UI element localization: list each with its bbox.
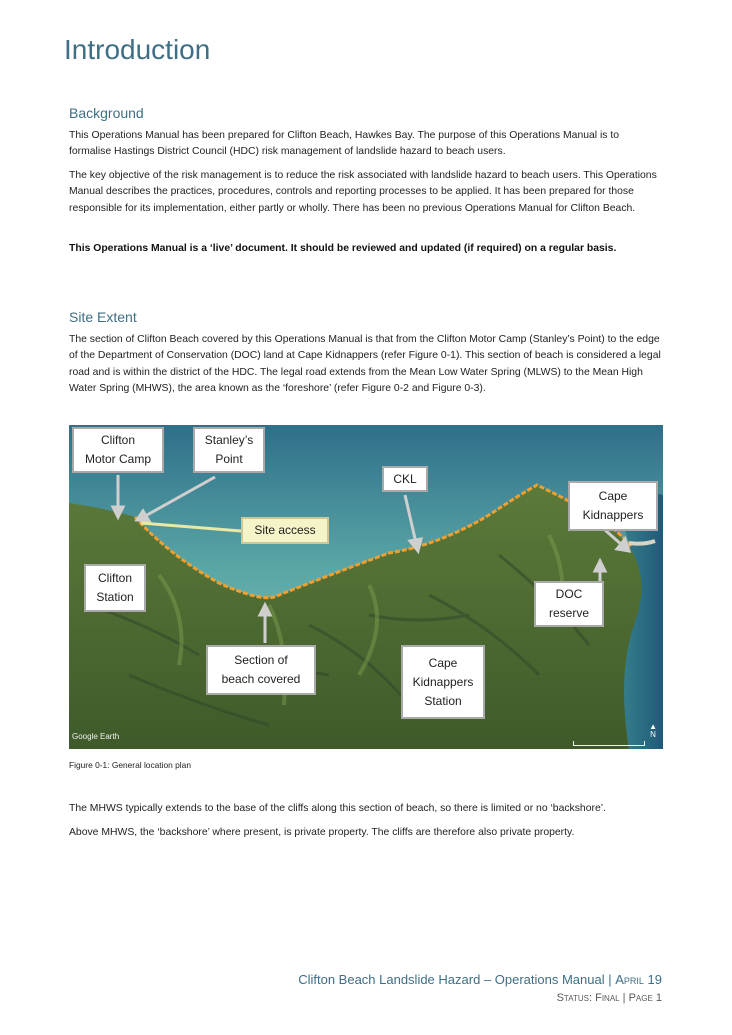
google-earth-logo: Google Earth: [72, 732, 120, 741]
site-extent-heading: Site Extent: [69, 309, 137, 325]
label-doc-reserve: DOC reserve: [534, 581, 604, 627]
mhws-paragraph: The MHWS typically extends to the base of the cliffs along this section of beach, so there is limited or no ‘backshore’.: [69, 803, 606, 814]
label-cape-kidnappers: Cape Kidnappers: [568, 481, 658, 531]
label-site-access: Site access: [241, 517, 329, 544]
background-heading: Background: [69, 105, 144, 121]
location-map: [69, 425, 663, 749]
footer-title-line: Clifton Beach Landslide Hazard – Operations Manual | April 19: [298, 972, 662, 987]
footer-page-label: Page 1: [628, 992, 662, 1004]
label-cape-kidnappers-station: Cape Kidnappers Station: [401, 645, 485, 719]
footer-status-label: Status:: [556, 992, 593, 1004]
footer-date: April 19: [615, 972, 662, 987]
footer-doc-title: Clifton Beach Landslide Hazard – Operations Manual: [298, 972, 605, 987]
label-clifton-station: Clifton Station: [84, 564, 146, 612]
label-ckl: CKL: [382, 466, 428, 492]
footer-status-value: Final: [595, 992, 620, 1004]
label-clifton-motor-camp: Clifton Motor Camp: [72, 427, 164, 473]
live-document-note: This Operations Manual is a ‘live’ document. It should be reviewed and updated (if required) on a regular basis.: [69, 243, 617, 254]
label-stanleys-point: Stanley’s Point: [193, 427, 265, 473]
label-section-of-beach: Section of beach covered: [206, 645, 316, 695]
background-paragraph-1: This Operations Manual has been prepared for Clifton Beach, Hawkes Bay. The purpose of this Operations Manual is to formalise Hastings District Council (HDC) risk management of landslide hazard to beach users.: [69, 130, 620, 158]
backshore-paragraph: Above MHWS, the ‘backshore’ where present, is private property. The cliffs are therefore also private property.: [69, 827, 575, 838]
scale-bar: [573, 741, 645, 746]
north-arrow-icon: ▲ N: [649, 722, 657, 739]
north-label: N: [650, 730, 656, 739]
footer-status-line: Status: Final | Page 1: [556, 992, 662, 1004]
page-title: Introduction: [64, 34, 211, 65]
figure-caption: Figure 0-1: General location plan: [69, 760, 191, 770]
site-extent-paragraph: The section of Clifton Beach covered by this Operations Manual is that from the Clifton Motor Camp (Stanley’s Point) to the edge of the Department of Conservation (DOC) land at Cape Kidnappers (refer Figure 0-1). This section of beach is considered a legal road and is within the district of the HDC. The legal road extends from the Mean Low Water Spring (MLWS) to the Mean High Water Spring (MHWS), the area known as the ‘foreshore’ (refer Figure 0-2 and Figure 0-3).: [69, 334, 661, 395]
background-paragraph-2: The key objective of the risk management is to reduce the risk associated with landslide hazard to beach users. This Operations Manual describes the practices, procedures, controls and reporting processes to be applied. It has been prepared for those responsible for its implementation, either partly or wholly. There has been no previous Operations Manual for Clifton Beach.: [69, 170, 657, 214]
